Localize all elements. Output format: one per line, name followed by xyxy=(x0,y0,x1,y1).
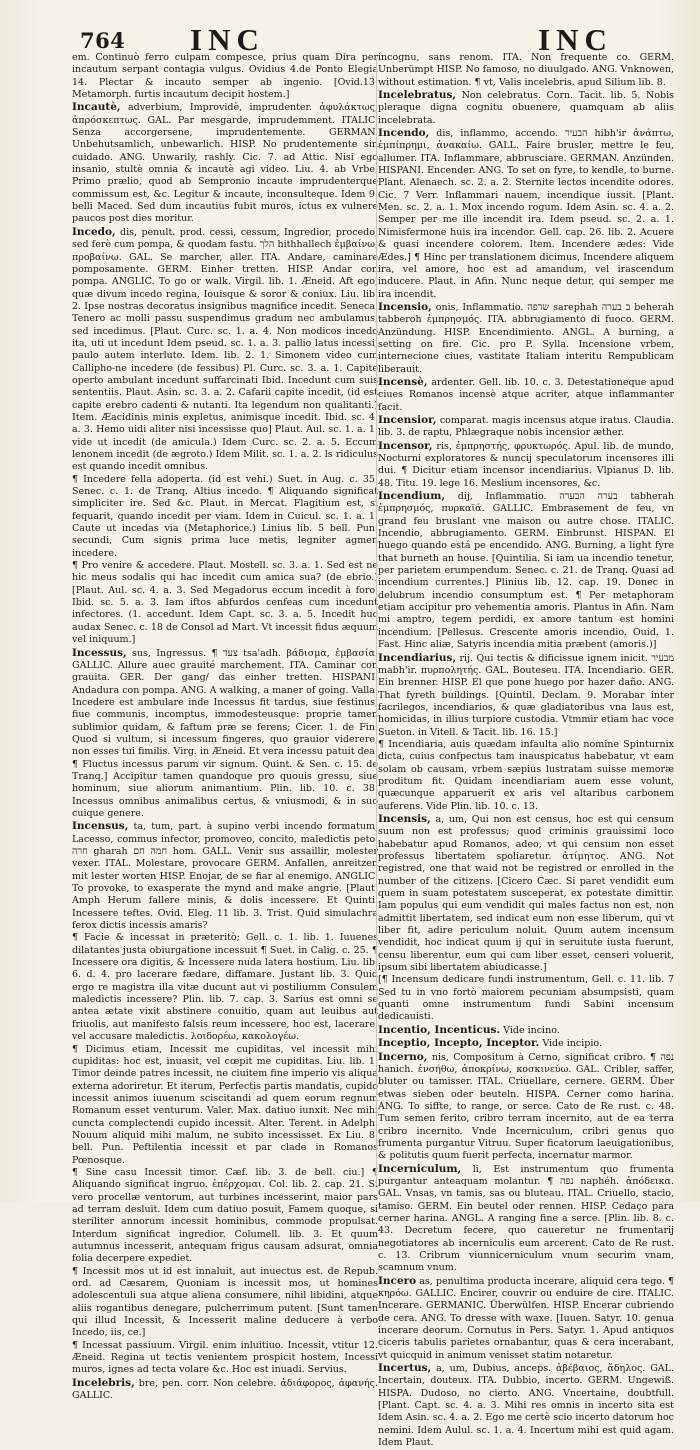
entry-text: comparat. magis incensus atque iratus. Claudia. lib. 3. de raptu, Phlægraque nobis incensior æther. xyxy=(378,414,674,439)
dictionary-entry xyxy=(378,1037,674,1050)
entry-text: dij, Inflammatio. בערה הבערה tabherah ἐμπρησμός, πυρκαϊά. GALLIC. Embrasement de feu, vn grand feu bruslant vne maison ou autre chose. ITALIC. Incendio, abbrugiamento. GERM. Einbrunst. HISPAN. El huego quando está pe encendido. ANG. Burning, a light fyre that burneth an house. [Quintilia. Si iam ua incendio tenetur, per parietem erumpendum. Senec. c. 21. de Tranq. Quasi ad incendium currentes.] Plinius lib. 12. cap. 19. Donec in delubrum incendio consumptum est. ¶ Per metaphoram etiam accipitur pro vehementia amoris. Plantus in Afin. Nam mi amptro, tegem perdidi, ex amore tantum est homini incendium. [Pellesus. Crescente amoris incendio. Ouid. 1. Fast. Hinc aliæ, Satyris incendia mitia præbent (amoris.)] xyxy=(378,491,674,651)
entry-text: adverbium, Improvidè, imprudenter. ἀφυλάκτως, ἀπρόσκεπτως. GAL. Par mesgarde, imprudemment. ITALIC. Senza accorgersene, imprudentemente. GERMAN. Unbehutsamlich, unbewarlich. HISP. No prudentemente sin cuidado. ANG. Unwarily, rashly. Cic. 7. ad Attic. Nisi ego insanio, stultè omnia & incautè agi video. Liu. 4. ab Vrbe, Primo prælio, quod ab Sempronio incaute imprudenterque commissum est, &c. Legitur & incaute, inconsulteque. Idem 9. belli Maced. Sed dum incautius fubit muros, ictus ex vulnere paucos post dies moritur. xyxy=(72,102,378,225)
page-header xyxy=(58,18,670,57)
entry-headword: Incerniculum, xyxy=(378,1162,462,1175)
entry-headword: Incautè, xyxy=(72,101,121,114)
dictionary-entry xyxy=(378,1163,674,1275)
dictionary-entry xyxy=(72,52,378,101)
dictionary-entry xyxy=(378,490,674,651)
dictionary-entry xyxy=(378,376,674,414)
dictionary-entry xyxy=(378,414,674,440)
right-column xyxy=(378,52,674,1449)
dictionary-entry xyxy=(378,301,674,376)
running-head-left: INC xyxy=(190,22,265,57)
entry-text: ardenter. Gell. lib. 10. c. 3. Detestationeque apud ciues Romanos incensè atque acriter, atque inflammanter facit. xyxy=(378,376,674,413)
entry-text: Vide incipio. xyxy=(542,1038,602,1050)
dictionary-entry xyxy=(72,1167,378,1266)
entry-text: onis, Inflammatio. שרפה sarephah ב בערה beherah tabberoh ἐμπρησμός. ITA. abbrugiamento di fuoco. GERM. Anzündung. HISP. Encendimiento. ANGL. A burning, a setting on fire. Cic. pro P. Sylla. Incensione vrbem, internecione ciues, vastitate Italiam interitu Rempublicam liberauit. xyxy=(378,301,674,375)
dictionary-entry xyxy=(378,52,674,89)
dictionary-entry xyxy=(72,820,378,932)
entry-headword: Incelebris, xyxy=(72,1376,135,1389)
dictionary-entry xyxy=(72,1044,378,1167)
entry-headword: Incentio, Incenticus. xyxy=(378,1023,501,1036)
dictionary-entry xyxy=(72,1377,378,1403)
dictionary-entry xyxy=(378,1051,674,1163)
entry-text: sus, Ingressus. ¶ צעד tsa'adh. βάδισμα, ἐμβασία. GALLIC. Allure auec grauité marchement. ITA. Caminar con grauita. GER. Der gang/ das einher tretten. HISPANI. Andadura con pompa. ANG. A walking, a maner of going. Valla. Incedere est ambulare inde Incessus fit tardus, siue festinus, fiue communis, incomptus, immodesteusque: proprie tamen sublimior quidam, & faftum præ se ferens; Cicer. 1. de Fin. Quod si vultum, si incessum fingeres, quo grauior viderere, non esses tui fimilis. Virg. in Æneid. Et vera incessu patuit dea. ¶ Fluctus incessus parum vir signum. Quint. & Sen. c. 15. de Tranq.] Accipitur tamen quandoque pro quouis gressu, siue hominum, siue aliorum animantium. Plin. lib. 10. c. 38. Incessus omnibus animalibus certus, & vniusmodi, & in suo cuique genere. xyxy=(72,647,379,819)
entry-headword: Incendo, xyxy=(378,127,430,140)
entry-headword: Incensus, xyxy=(72,820,129,833)
dictionary-entry xyxy=(72,474,378,560)
dictionary-entry xyxy=(72,932,378,1043)
entry-text: ta, tum, part. à supino verbi incendo formatum. Lacesso, commus infector, promoveo, concito, maledictis peto. חרה gharah חמה חם hom. GALL. Venir sus assaillir, molester vexer. ITAL. Molestare, provocare GERM. Anfallen, anreitzen mit lester worten HISP. Enojar, de se fiar al enemigo. ANGLIC. To provoke, to exasperate the mynd and make angrie. [Plaut. Amph Herum fallere minis, & dolis incessere. Et Quinti. Incessere teftes. Ovid. Eleg. 11 lib. 3. Trist. Quid simulachra ferox dictis incessis amaris? xyxy=(72,821,379,932)
running-head-right: INC xyxy=(538,22,613,57)
entry-text: nis, Compositum à Cerno, significat cribro. ¶ נפה hanich. ἐνσήθω, ἀποκρίνω, κοσκινεύω. GAL. Cribler, saffer, bluter ou tamisser. ITAL. Criuellare, cernere. GERM. Über etwas sieben oder beuteln. HISPA. Cerner como harina. ANG. To siffte, to range, or serce. Cato de Re rust. c. 48. Tum semen ferito, cribro terram incernito, aut de ea terra cribro incernito. Vnde Incerniculum, cribri genus quo frumenta purgantur Vitruu. Super ficatorum laeuigationibus, & politutis quum fuerit perfecta, incernatur marmor. xyxy=(378,1051,674,1162)
left-column xyxy=(72,52,379,1402)
entry-headword: Incertus, xyxy=(378,1362,432,1375)
dictionary-entry xyxy=(72,101,378,225)
entry-text: a, um, Dubius, anceps. ἀβέβαιος, ἄδηλος. GAL. Incertain, douteux. ITA. Dubbio, incerto. GERM. Ungewiß. HISPA. Dudoso, no cierto. ANG. Vncertaine, doubtfull. [Plant. Capt. sc. 4. a. 3. Mihi res omnis in incerto sita est Idem Asin. sc. 4. a. 2. Ego me certè scio incerto datorum hoc nemini. Idem Aulul. sc. 1. a. 4. Incertum mihi est quid agam. Idem Plaut. xyxy=(378,1363,674,1449)
entry-headword: Incendium, xyxy=(378,490,445,503)
dictionary-entry xyxy=(378,1362,674,1449)
page-number: 764 xyxy=(80,28,126,53)
entry-headword: Incensè, xyxy=(378,375,428,388)
dictionary-entry xyxy=(378,739,674,813)
entry-text: bre, pen. corr. Non celebre. ἀδιάφορος, ἀφανής. GALLIC. xyxy=(72,1377,378,1402)
entry-text: Non celebratus. Corn. Tacit. lib. 5. Nobis pleraque digna cognitu obuenere, quamquam ab aliis incelebrata. xyxy=(378,90,674,126)
entry-text: ¶ Incedere fella adoperta. (id est vehi.) Suet. in Aug. c. 35. Senec. c. 1. de Tranq. Altius incedo. ¶ Aliquando significat simpliciter ire. Sed &c. Plaut. in Mercat. Flagitium est, si fequarit, quando incedit per viam. Idem in Cuicul. sc. 1. a. 1. Caute ut incedas via (Metaphorice.) Linius lib. 5 bell. Pun. secundi, Cum signis prima luce metis, legniter agmen incedere. xyxy=(72,473,378,559)
entry-text: ¶ Incendiaria, auis quædam infaulta alio nomine Spinturnix dicta, cuius confpectus tam inauspicatus habebatur, vt eam solam ob causam, vrbem sæpius lustratam suisse memoræ proditum fit. Quidam incendiariam auem esse volunt, quæcunque apparuerit ex aris vel altaribus carbonem auferens. Vide Plin. lib. 10. c. 13. xyxy=(378,738,674,812)
entry-headword: Incensior, xyxy=(378,413,437,426)
entry-text: ¶ Incessat passiuum. Virgil. enim inluitiuo. Incessit, vtitur 12. Æneid. Regina ut tectis venientem prospicit hostem, Incessi muros, ignes ad tecta volare &c. Hoc est inuadi. Servius. xyxy=(72,1339,378,1376)
entry-headword: Incensis, xyxy=(378,812,431,825)
entry-text: rij. Qui tectis & dificissue ignem inicit. מבעיר mabh'ir. πυρπολητής. GAL. Bouteseu. ITA. Incendiario. GER. Ein brenner. HISP. El que pone huego por hazer daño. ANG. That fyreth buildings. [Quintil. Declam. 9. Morabar inter facrilegos, incendiarios, & quæ gladiatoribus vna laus est, homicidas, in illius turpiore custodia. Vtmmir etiam hac voce Sueton. in Vitell. & Tacit. lib. 16. 15.] xyxy=(378,652,674,738)
entry-text: Vide incino. xyxy=(503,1024,560,1036)
column-divider xyxy=(376,58,377,1186)
dictionary-entry xyxy=(72,1340,378,1377)
entry-headword: Incelebratus, xyxy=(378,89,457,102)
entry-headword: Incessus, xyxy=(72,646,127,659)
dictionary-entry xyxy=(72,1266,378,1340)
entry-headword: Incendiarius, xyxy=(378,651,457,664)
dictionary-entry xyxy=(378,813,674,974)
entry-text: ¶ Incessit mos ut id est innaluit, aut inuectus est. de Repub. ord. ad Cæsarem, Quoniam is incessit mos, ut homines adolescentuli sua atque aliena consumere, nihil libidini, atque aliis rogantibus denegare, pulcherrimum putent. [Sunt tamen qui illud Incessit, & Incesserit maline deducere à verbo Incedo, iis, ce.] xyxy=(72,1265,378,1339)
entry-text: a, um, Qui non est census, hoc est qui censum suum non est professus; quod criminis grauissimi loco habebatur apud Romanos, adeo, vt qui censum non esset professus libertatem spoliaretur. ἀτίμητος. ANG. Not registred, one that waid not be registred or enrolled in the number of the citizens. [Cicero Cæc. Si paret vendidit eum quem in suam potestatem susceperat, ex potestate dimittir. Iam populus qui eum vendidit qui males factus non est, non admittit libertatem, sed indicat eum non esse liberum, qui vt liber fit, adire periculum noluit. Quum autem incensum vendidit, hoc indicat quum ij qui in seruitute iusta fuerunt, censu liberentur, eum qui cum liber esset, censeri voluerit, ipsum sibi libertatem abiudicasse.] xyxy=(378,813,674,974)
entry-text: ¶ Facie & incessat in præteritò; Gell. c. 1. lib. 1. Iuuenes dilatantes justa obiurgatione incessuit ¶ Suet. in Calig. c. 25. ¶ Incessere ora digitis, & Incessere nuda latera hostium. Liu. lib. 6. d. 4. pro lacerare fædare, diffamare. Justant lib. 3. Quid ergo re magistra illa vitæ ducunt aut vi postiliumm Consulem maledictis incessere? Plin. lib. 7. cap. 3. Sarius est omni se antea ætate vixit abstinere conuitio, quam aut leuibus aut friuolis, aut manifesto falsis reum incessere, hoc est, lacerare, vel accusare maledictis. λοιδορέω, κακολογέω. xyxy=(72,932,378,1043)
dictionary-entry xyxy=(378,1024,674,1037)
dictionary-entry xyxy=(72,560,378,646)
dictionary-entry xyxy=(72,647,378,821)
entry-text: as, penultima producta incerare, aliquid cera tego. ¶ κηρόω. GALLIC. Encirer, couvrir ou enduire de cire. ITALIC. Incerare. GERMANIC. Überwülfen. HISP. Encerar cubriendo de cera. ANG. To dresse with waxe. [Iuuen. Satyr. 10. genua incerare deorum. Cornutus in Pers. Satyr. 1. Apud antiquos ciceris tabulis parietes ornabantur, quas & cera incerabant, vt quicquid in animum venisset statim notaretur. xyxy=(378,1275,674,1361)
entry-text: dis, inflammo, accendo. הבעיר hibh'ir ἀνάπτω, ἐμπίπρημι, ἀνακαίω. GALL. Faire brusler, mettre le feu, allumer. ITA. Inflammare, abbrusciare. GERMAN. Anzünden. HISPANI. Encender. ANG. To set on fyre, to kendle, to burne. Plant. Alenaech. sc. 2. a. 2. Sternite lectos incendite odores. Cic. 7 Verr. Inflammari nauem, incendique iussit. [Plant. Men. sc. 2. a. 1. Mox incendo rogum. Idem Asin. sc. 4. a. 2. Semper per me ille incendit ira. Idem pseud. sc. 2. a. 1. Nimisfermone huis ira incendor. Gell. cap. 26. lib. 2. Acuere & quasi incendere colorem. Item. Incendere ædes: Vide Ædes.] ¶ Hinc per translationem dicimus, Incendere aliquem ira, vel amore, hoc est ad amandum, vel irascendum inducere. Plaut. in Afin. Nunc neque detur, qui semper me ira incendit. xyxy=(378,128,674,300)
dictionary-entry xyxy=(378,1275,674,1362)
entry-headword: Incerno, xyxy=(378,1050,428,1063)
entry-text: em. Continuò ferro culpam compesce, prius quam Dira per incautum serpant contagia vulgus. Ovidius 4.de Ponto Elegia 14. Plectar & incauto semper ab ingenio. [Ovid.13. Metamorph. furtis incautum decipit hostem.] xyxy=(72,52,378,101)
dictionary-entry xyxy=(378,974,674,1023)
dictionary-entry xyxy=(378,652,674,739)
dictionary-entry xyxy=(72,226,378,474)
entry-text: ¶ Sine casu Incessit timor. Cæf. lib. 3. de bell. ciu.] ¶ Aliquando significat ingruo. ἐπέρχομαι. Col. lib. 2. cap. 21. Si vero procellæ ventorum, aut turbines incesserint, maior pars ad terram desluit. Idem cum datiuo posuit, Famem quoque, si steriliter annorum incessit hominibus, commode propulsat. Interdum significat ingredior. Columell. lib. 3. Et quum autumnus incesserit, antequam frigus causam adsurat, omnia folia decerpere expediet. xyxy=(72,1166,378,1265)
entry-text: dis, penult. prod. cessi, cessum, Ingredior, procedo, sed ferè cum pompa, & quodam fastu. הלך hithhallech ἐμβαίνω, προβαίνω. GAL. Se marcher, aller. ITA. Andare, caminare pomposamente. GERM. Einher tretten. HISP. Andar con pompa. ANGLIC. To go or walk. Virgil. lib. 1. Æneid. Aft ego, quæ divum incedo regina, Iouisque & soror & coniux. Liu. lib. 2. Ipse nostras decoratus insignibus magnifice incedit. Seneca. Tenero ac molli passu suspendimus gradum nec ambulamus, sed incedimus. [Plaut. Curc. sc. 1. a. 4. Non modicos incedo ita, uti ut incedunt Idem pseud. sc. 1. a. 3. pallio latus incessi, paulo autem interluto. Idem. lib. 2. 1. Simonem video cum Callipho-ne incedere (de fessibus) Pl. Curc. sc. 3. a. 1. Capite operto ambulant incedunt suffarcinati Ibid. Incedunt cum suis sententiis. Plaut. Asin. sc. 3. a. 2. Cafarii capite incedit, (id est capite erebro cadenti & nutanti. Ita legendum non qualitanti.) Item. Æacidinis minis expletus, animisque incedit. Ibid. sc. 4. a. 3. Hemo uidi aliter nisi incessisse quo] Plaut. Aul. sc. 1. a. 1. vide ut incedit (de amicula.) Idem Curc. sc. 2. a. 5. Eccum lenonem incedit (de ægroto.) Idem Milit. sc. 1. a. 2. ls ridiculus est quando incedit omnibus. xyxy=(72,226,379,473)
entry-headword: Incedo, xyxy=(72,225,116,238)
entry-text: [¶ Incensum dedicare fundi instrumentum, Gell. c. 11. lib. 7 Sed tu in vno fortò maiorem pecuniam absumpsisti, quam quanti omne instrumentum fundi Sabini incensum dedicauisti. xyxy=(378,974,674,1023)
dictionary-entry xyxy=(378,440,674,490)
entry-text: incognu, sans renom. ITA. Non frequente co. GERM. Unberümpt HISP. No famoso, no diuulgado. ANG. Vnknowen, without estimation. ¶ vt, Valis incelebris. apud Silium lib. 8. xyxy=(378,52,674,88)
entry-headword: Incensor, xyxy=(378,439,433,452)
dictionary-entry xyxy=(378,89,674,127)
entry-text: li, Est instrumentum quo frumenta purgantur anteaquam molantur. ¶ נפה naphéh. ἀπόδεικα. GAL. Vnsas, vn tamis, sas ou bluteau. ITAL. Criuello, stacio, tamiso. GERM. Ein beutel oder rennen. HISP. Cedaço para cerner harina. ANGL. A ranging fine a serce. [Plin. lib. 8. c. 43. Decretum fecere, quo caueretur ne frumentarij negotiatores ab incerniculis eum arcerent. Cato de Re rust. c. 13. Cribrum viunnicerniculum vnum securim vnam, scamnum vnum. xyxy=(378,1163,674,1274)
entry-text: ¶ Dicimus etiam, Incessit me cupiditas, vel incessit mihi cupiditas: hoc est, inuasit, vel cœpit me cupiditas. Liu. lib. 1. Timor deinde patres incessit, ne ciuitem fine imperio vis aliqua externa adoriretur. Et iterum, Perfectis partis mandatis, cupido incessit animos iuuenum sciscitandi ad quem eorum regnum Romanum esset venturum. Valer. Max. datiuo iunxit. Nec mihi cuncta complectendi cupido incessit. Alter. Terent. in Adelph. Nouum aliquid mihi malum, ne subito incessisset. Ex Liu. 8. bell. Pun. Peftilentia incessit et par clade in Romanos Pœnosque. xyxy=(72,1043,378,1166)
entry-headword: Inceptio, Incepto, Inceptor. xyxy=(378,1037,540,1050)
entry-headword: Incero xyxy=(378,1274,417,1287)
entry-text: ris, ἐμπρηστής, φρυκτωρός. Apul. lib. de mundo, Nocturni exploratores & nuncij speculatorum incensores illi dui. ¶ Dicitur etiam incensor incendiarius. Vlpianus D. lib. 48. Titu. 19. lege 16. Meslium incensores, &c. xyxy=(378,440,674,489)
entry-headword: Incensio, xyxy=(378,300,432,313)
entry-text: ¶ Pro venire & accedere. Plaut. Mostell. sc. 3. a. 1. Sed est ne hic meus sodalis qui hac incedit cum amica sua? (de ebrio.) [Plaut. Aul. sc. 4. a. 3. Sed Megadorus eccum incedit à foro. Ibid. sc. 5. a. 3. Iam iftos abfurdos cenfeas cum incedunt infectores. (1. accedunt. Idem Capt. sc. 3. a. 5. Incedit huc audax Senec. c. 18 de Consol ad Mart. Vt incessit fidus æquum vel iniquum.] xyxy=(72,560,378,646)
dictionary-entry xyxy=(378,127,674,301)
